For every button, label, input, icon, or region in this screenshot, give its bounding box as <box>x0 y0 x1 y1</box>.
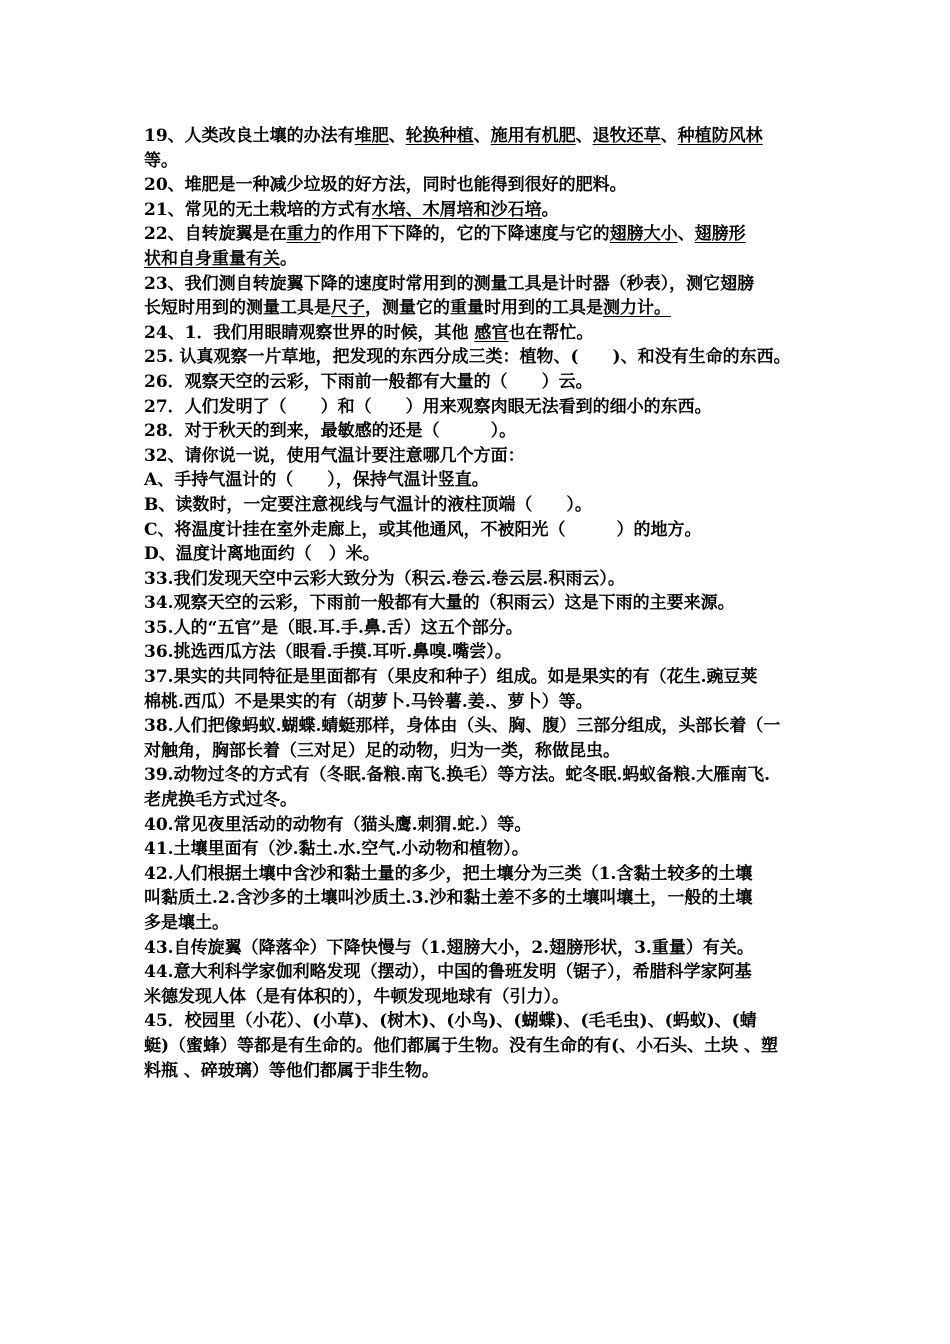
underlined-answer: 感官 <box>474 322 509 343</box>
text-segment: 叫黏质土.2.含沙多的土壤叫沙质土.3.沙和黏土差不多的土壤叫壤土，一般的土壤 <box>144 888 753 909</box>
text-line <box>144 985 816 1010</box>
text-segment: 23、我们测自转旋翼下降的速度时常用到的测量工具是计时器（秒表），测它翅膀 <box>144 273 755 294</box>
text-segment: 35.人的“五官”是（眼.耳.手.鼻.舌）这五个部分。 <box>144 617 523 638</box>
text-line <box>144 395 816 420</box>
text-segment: 45．校园里（小花）、(小草)、(树木)、(小鸟)、(蝴蝶)、(毛毛虫)、(蚂蚁)、(蜻 <box>144 1011 757 1032</box>
text-segment: 的作用下下降的，它的下降速度与它的 <box>320 224 610 245</box>
text-segment: 21、常见的无土栽培的方式有 <box>144 199 372 220</box>
text-line <box>144 247 816 272</box>
text-segment: B、读数时，一定要注意视线与气温计的液柱顶端（ ）。 <box>144 494 592 515</box>
underlined-answer: 种植防风林 <box>677 126 763 146</box>
text-segment: 41.土壤里面有（沙.黏土.水.空气.小动物和植物）。 <box>144 839 529 860</box>
text-line <box>144 960 816 985</box>
text-line <box>144 936 816 961</box>
text-line <box>144 296 816 321</box>
underlined-answer: 堆肥 <box>354 126 389 146</box>
text-line <box>144 665 816 690</box>
text-segment: 20、堆肥是一种减少垃圾的好方法，同时也能得到很好的肥料。 <box>144 175 627 196</box>
text-line <box>144 1009 816 1034</box>
underlined-answer: 水培、木屑培和沙石培 <box>371 199 542 220</box>
underlined-answer: 退牧还草 <box>592 126 661 146</box>
text-segment: 24、1．我们用眼睛观察世界的时候，其他 <box>144 322 475 343</box>
text-line <box>144 616 816 641</box>
underlined-answer: 翅膀大小 <box>609 224 678 245</box>
text-segment: 25. 认真观察一片草地，把发现的东西分成三类：植物、( )、和没有生命的东西。 <box>144 347 791 368</box>
text-line <box>144 714 816 739</box>
text-segment: 19、人类改良土壤的办法有 <box>144 126 355 146</box>
text-line <box>144 124 816 149</box>
text-line <box>144 862 816 887</box>
text-line <box>144 419 816 444</box>
text-segment: 32、请你说一说，使用气温计要注意哪几个方面： <box>144 445 525 466</box>
text-line <box>144 198 816 223</box>
text-segment: 42.人们根据土壤中含沙和黏土量的多少，把土壤分为三类（1.含黏土较多的土壤 <box>144 863 753 884</box>
text-line <box>144 518 816 543</box>
text-segment: 43.自传旋翼（降落伞）下降快慢与（1.翅膀大小，2.翅膀形状，3.重量）有关。 <box>144 937 754 958</box>
text-segment: 料瓶 、碎玻璃）等他们都属于非生物。 <box>144 1060 439 1081</box>
text-line <box>144 911 816 936</box>
text-segment: 多是壤土。 <box>144 913 229 933</box>
text-segment: 长短时用到的测量工具是 <box>144 298 331 319</box>
text-line <box>144 813 816 838</box>
text-segment: 也在帮忙。 <box>508 322 594 343</box>
text-segment: 40.常见夜里活动的动物有（猫头鹰.刺猬.蛇.）等。 <box>144 814 532 835</box>
text-line <box>144 468 816 493</box>
text-line <box>144 345 816 370</box>
text-segment: 28．对于秋天的到来，最敏感的还是（ ）。 <box>144 421 517 442</box>
text-line <box>144 149 816 174</box>
text-segment: 、 <box>473 126 491 146</box>
text-line <box>144 542 816 567</box>
underlined-answer: 尺子 <box>331 298 365 319</box>
text-segment: 39.动物过冬的方式有（冬眠.备粮.南飞.换毛）等方法。蛇冬眠.蚂蚁备粮.大雁南飞. <box>144 765 771 786</box>
underlined-answer: 施用有机肥 <box>490 126 576 146</box>
text-segment: 等。 <box>144 150 178 171</box>
underlined-answer: 状和自身重量有关 <box>144 248 280 269</box>
text-segment: 26．观察天空的云彩，下雨前一般都有大量的（ ）云。 <box>144 371 593 392</box>
text-segment: ，测量它的重量时用到的工具是 <box>365 298 603 319</box>
text-line <box>144 739 816 764</box>
text-line <box>144 173 816 198</box>
text-line <box>144 788 816 813</box>
text-segment: 22、自转旋翼是在 <box>144 224 287 245</box>
text-line <box>144 640 816 665</box>
text-line <box>144 1034 816 1059</box>
text-line <box>144 837 816 862</box>
text-segment: 米德发现人体（是有体积的），牛顿发现地球有（引力）。 <box>144 986 569 1007</box>
text-segment: 对触角，胸部长着（三对足）足的动物，归为一类，称做昆虫。 <box>144 740 620 761</box>
text-segment: 38.人们把像蚂蚁.蝴蝶.蜻蜓那样，身体由（头、胸、腹）三部分组成，头部长着（一 <box>144 716 781 737</box>
underlined-answer: 重力 <box>286 224 321 245</box>
text-segment: 、 <box>388 126 406 146</box>
underlined-answer: 测力计。 <box>603 298 671 319</box>
text-line <box>144 272 816 297</box>
text-line <box>144 370 816 395</box>
underlined-answer: 翅膀形 <box>694 224 746 245</box>
text-segment: C、将温度计挂在室外走廊上，或其他通风，不被阳光（ ）的地方。 <box>144 519 702 540</box>
text-line <box>144 1059 816 1084</box>
text-segment: D、温度计离地面约（ ）米。 <box>144 544 380 565</box>
text-segment: 老虎换毛方式过冬。 <box>144 790 297 811</box>
text-segment: 36.挑选西瓜方法（眼看.手摸.耳听.鼻嗅.嘴尝）。 <box>144 642 512 663</box>
text-segment: 27．人们发明了（ ）和（ ）用来观察肉眼无法看到的细小的东西。 <box>144 396 712 417</box>
text-line <box>144 493 816 518</box>
text-segment: 34.观察天空的云彩，下雨前一般都有大量的（积雨云）这是下雨的主要来源。 <box>144 593 735 614</box>
text-line <box>144 591 816 616</box>
text-line <box>144 567 816 592</box>
text-line <box>144 222 816 247</box>
text-segment: 、 <box>677 224 695 245</box>
document-text <box>144 124 816 1083</box>
text-segment: 。 <box>280 248 297 269</box>
text-segment: 棉桃.西瓜）不是果实的有（胡萝卜.马铃薯.姜.、萝卜）等。 <box>144 691 593 712</box>
text-segment: 37.果实的共同特征是里面都有（果皮和种子）组成。如是果实的有（花生.豌豆荚 <box>144 667 758 688</box>
text-segment: 、 <box>660 126 678 146</box>
underlined-answer: 轮换种植 <box>405 126 474 146</box>
text-segment: A、手持气温计的（ ），保持气温计竖直。 <box>144 470 489 491</box>
text-segment: 蜓)（蜜蜂）等都是有生命的。他们都属于生物。没有生命的有(、小石头、土块 、塑 <box>144 1035 779 1056</box>
text-line <box>144 886 816 911</box>
text-segment: 44.意大利科学家伽利略发现（摆动），中国的鲁班发明（锯子），希腊科学家阿基 <box>144 962 752 983</box>
text-segment: 、 <box>575 126 593 146</box>
text-segment: 33.我们发现天空中云彩大致分为（积云.卷云.卷云层.积雨云）。 <box>144 568 625 589</box>
text-line <box>144 321 816 346</box>
text-line <box>144 444 816 469</box>
text-line <box>144 763 816 788</box>
text-segment: 。 <box>541 199 559 220</box>
text-line <box>144 690 816 715</box>
